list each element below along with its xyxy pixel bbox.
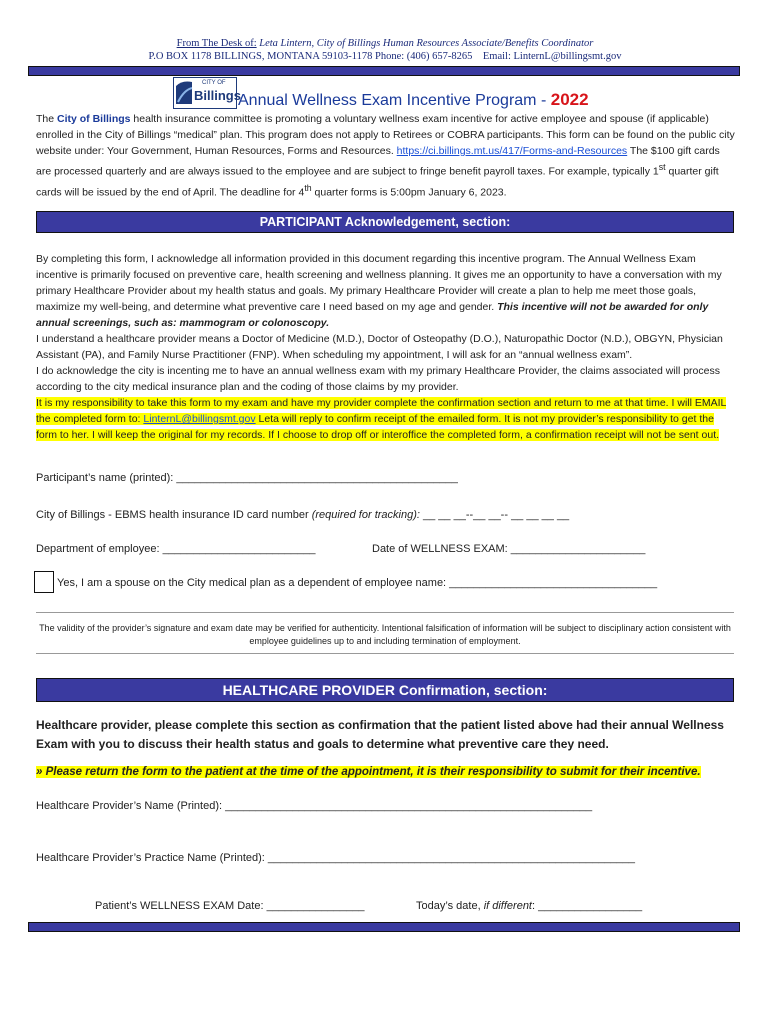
participant-highlight-1: It is my responsibility to take this form to my exam and have my provider complete the confirmation section and return to me at that time. I will EMAIL the completed form to: xyxy=(36,397,727,425)
header-divider-bar xyxy=(28,66,740,76)
intro-text-4: quarter gift cards will be issued by the end of April. The deadline for 4 xyxy=(36,165,719,198)
city-logo xyxy=(173,77,241,109)
todays-date-field[interactable] xyxy=(416,900,642,912)
from-label: From The Desk of: xyxy=(176,38,257,49)
divider-rule xyxy=(36,653,734,654)
participant-p1-bold: This incentive will not be awarded for only annual screenings, such as: mammogram or colonoscopy. xyxy=(36,301,709,329)
today-label: Today’s date, xyxy=(416,900,484,912)
title-year: 2022 xyxy=(550,90,589,109)
today-blank: : _________________ xyxy=(532,900,643,912)
department-field[interactable]: Department of employee: _________________________ xyxy=(36,543,316,555)
title-main: Annual Wellness Exam Incentive Program - xyxy=(238,92,551,109)
intro-sup-2: th xyxy=(304,182,312,193)
participant-section-heading: PARTICIPANT Acknowledgement, section: xyxy=(36,211,734,233)
wellness-exam-date-field[interactable]: Date of WELLNESS EXAM: ______________________ xyxy=(372,543,646,555)
logo-small-text: CITY OF xyxy=(202,80,226,86)
intro-city: City of Billings xyxy=(57,113,131,125)
insurance-id-field[interactable] xyxy=(36,509,569,521)
participant-p3: I do acknowledge the city is incenting me to have an annual wellness exam with my primary Healthcare Provider, the claims associated will process according to the city medical insurance plan and the coding of those claims by my provider. xyxy=(36,365,720,393)
header-address-line xyxy=(0,51,770,62)
intro-text-5: quarter forms is 5:00pm January 6, 2023. xyxy=(311,186,507,198)
intro-sup-1: st xyxy=(658,162,666,172)
provider-instructions: Healthcare provider, please complete this section as confirmation that the patient listed above had their annual Wellness Exam with you to discuss their health status and goals to determine what preventive care they need. xyxy=(36,718,724,751)
validity-notice: The validity of the provider’s signature and exam date may be verified for authenticity. Intentional falsification of information will be subject to disciplinary action consistent with employee guidelines up to and including termination of employment. xyxy=(39,623,731,646)
header-email-link[interactable]: LinternL@billingsmt.gov xyxy=(513,51,622,62)
forms-link[interactable]: https://ci.billings.mt.us/417/Forms-and-Resources xyxy=(396,145,628,157)
today-italic: if different xyxy=(483,900,532,912)
address: P.O BOX 1178 BILLINGS, MONTANA 59103-1178 Phone: (406) 657-8265 xyxy=(148,51,473,62)
intro-text-1: The xyxy=(36,113,58,125)
participant-email-link[interactable]: LinternL@billingsmt.gov xyxy=(143,413,256,425)
intro-text-2: health insurance committee is promoting a voluntary wellness exam incentive for active employee and spouse (if applicable) enrolled in the City of Billings “medical” plan. This program does not apply to Retirees or COBRA participants. This form can be found on the public city website under: Your Government, Human Resources, Forms and Resources. xyxy=(36,113,735,157)
page-title xyxy=(238,90,589,110)
participant-p1: By completing this form, I acknowledge all information provided in this document regarding this incentive program. The Annual Wellness Exam incentive is primarily focused on preventive care, health screening and wellness planning. It gives me an opportunity to have a conversation with my primary Healthcare Provider about my health status and goals. My primary Healthcare Provider will create a plan to help me meet those goals, maximize my well-being, and determine what preventive care I need based on my age and gender. xyxy=(36,253,722,313)
from-text: Leta Lintern, City of Billings Human Resources Associate/Benefits Coordinator xyxy=(259,38,594,49)
id-label: City of Billings - EBMS health insurance ID card number xyxy=(36,509,312,521)
logo-name: Billings xyxy=(194,88,241,103)
spouse-label: Yes, I am a spouse on the City medical plan as a dependent of employee name: __________________________________ xyxy=(57,577,658,589)
participant-name-field[interactable]: Participant’s name (printed): ______________________________________________ xyxy=(36,472,458,484)
header-from-line xyxy=(0,38,770,49)
provider-practice-field[interactable]: Healthcare Provider’s Practice Name (Printed): ____________________________________________________________ xyxy=(36,852,635,864)
participant-paragraph xyxy=(36,251,736,443)
patient-exam-date-field[interactable]: Patient’s WELLNESS EXAM Date: ________________ xyxy=(95,900,365,912)
provider-section-heading: HEALTHCARE PROVIDER Confirmation, section: xyxy=(36,678,734,702)
footer-divider-bar xyxy=(28,922,740,932)
email-label: Email: xyxy=(482,51,514,62)
divider-rule xyxy=(36,612,734,613)
return-form-note: » Please return the form to the patient at the time of the appointment, it is their responsibility to submit for their incentive. xyxy=(36,766,701,778)
spouse-checkbox[interactable] xyxy=(34,571,54,593)
participant-p2: I understand a healthcare provider means a Doctor of Medicine (M.D.), Doctor of Osteopathy (D.O.), Naturopathic Doctor (N.D.), OBGYN, Physician Assistant (PA), and Family Nurse Practitioner (FNP). When scheduling my appointment, I will ask for an “annual wellness exam”. xyxy=(36,333,723,361)
id-italic: (required for tracking): xyxy=(311,509,420,521)
id-blank: __ __ __--__ __-- __ __ __ __ xyxy=(419,509,570,521)
participant-highlight-2: Leta will reply to confirm receipt of the emailed form. It is not my provider’s responsibility to get the form to her. I will keep the original for my records. If I choose to drop off or interoffice the completed form, a confirmation receipt will not be sent out. xyxy=(36,413,720,441)
provider-name-field[interactable]: Healthcare Provider’s Name (Printed): ____________________________________________________________ xyxy=(36,800,593,812)
intro-text-3: The $100 gift cards are processed quarterly and are always issued to the employee and are subject to fringe benefit payroll taxes. For example, typically 1 xyxy=(36,145,720,178)
intro-paragraph xyxy=(36,111,736,200)
